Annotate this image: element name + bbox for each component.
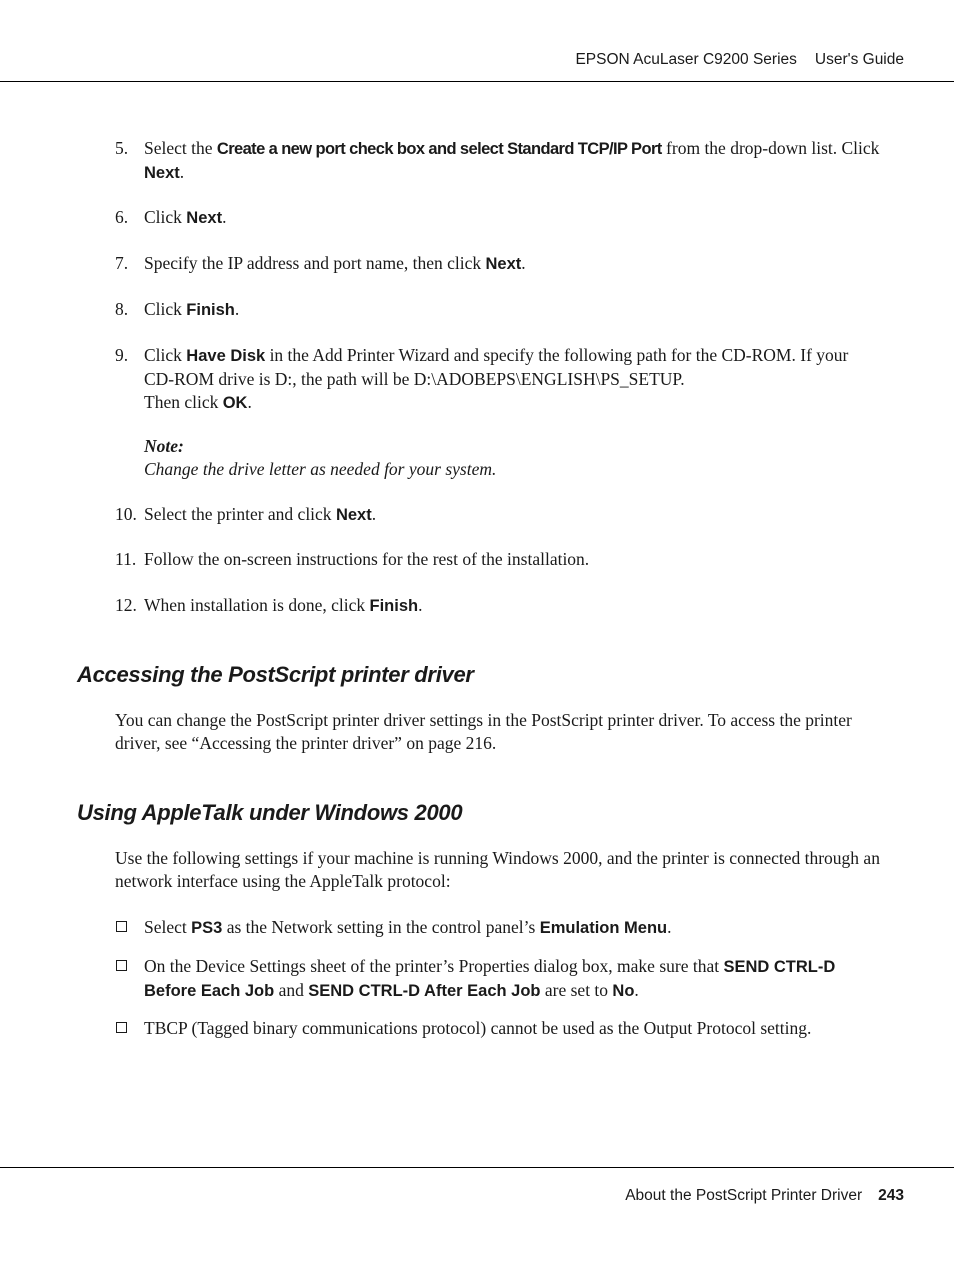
step-9	[115, 344, 881, 415]
bold-term: Next	[144, 164, 180, 182]
step-text: Specify the IP address and port name, then click Next.	[144, 253, 526, 273]
note-label: Note:	[144, 436, 184, 456]
section2-paragraph: Use the following settings if your machine is running Windows 2000, and the printer is connected through an network interface using the AppleTalk protocol:	[115, 848, 880, 891]
bold-term: Have Disk	[186, 347, 266, 365]
bold-term: Next	[335, 506, 372, 524]
step-number: 10.	[115, 504, 137, 524]
bold-term: OK	[222, 394, 248, 412]
section-heading-appletalk: Using AppleTalk under Windows 2000	[77, 800, 463, 825]
header-title	[575, 51, 904, 69]
step-number: 7.	[115, 253, 129, 273]
checkbox-bullet-icon	[116, 1022, 127, 1033]
step-text: When installation is done, click Finish.	[144, 595, 423, 615]
step-text: Click Have Disk in the Add Printer Wizard and specify the following path for the CD-ROM. If your CD-ROM drive is D:, the path will be D:\ADOBEPS\ENGLISH\PS_SETUP. Then click OK.	[144, 345, 849, 412]
step-text: Select the printer and click Next.	[144, 504, 377, 524]
step-number: 9.	[115, 345, 129, 365]
footer-section-title: About the PostScript Printer Driver	[625, 1187, 863, 1204]
bold-term: SEND CTRL-D Before Each Job	[144, 958, 836, 1000]
page-number: 243	[878, 1187, 904, 1204]
bold-term: Finish	[369, 597, 419, 615]
checkbox-bullet-icon	[116, 921, 127, 932]
bold-term: SEND CTRL-D After Each Job	[308, 982, 541, 1000]
note-block	[144, 435, 496, 481]
step-text: Click Next.	[144, 207, 227, 227]
step-number: 12.	[115, 595, 137, 615]
bold-term: No	[612, 982, 635, 1000]
step-5	[115, 137, 881, 185]
step-text: Select the Create a new port check box and select Standard TCP/IP Port from the drop-down list. Click Next.	[144, 138, 880, 182]
note-text: Change the drive letter as needed for your system.	[144, 459, 497, 479]
step-text: Click Finish.	[144, 299, 240, 319]
bold-term: Create a new port check box and select Standard TCP/IP Port	[216, 140, 662, 158]
step-text: Follow the on-screen instructions for the rest of the installation.	[144, 549, 590, 569]
step-number: 8.	[115, 299, 129, 319]
step-12	[115, 594, 881, 618]
step-6	[115, 206, 881, 230]
bold-term: Next	[186, 209, 223, 227]
section-heading-postscript-driver: Accessing the PostScript printer driver	[77, 662, 474, 687]
step-8	[115, 298, 881, 322]
bullet-item: Select PS3 as the Network setting in the control panel’s Emulation Menu.	[115, 916, 885, 940]
step-number: 11.	[115, 549, 137, 569]
product-name: EPSON AcuLaser C9200 Series	[575, 51, 797, 68]
bullet-item: TBCP (Tagged binary communications protocol) cannot be used as the Output Protocol setting.	[115, 1017, 885, 1040]
step-11	[115, 548, 881, 571]
bold-term: Emulation Menu	[539, 919, 668, 937]
bold-term: Next	[485, 255, 522, 273]
step-number: 5.	[115, 138, 129, 158]
step-number: 6.	[115, 207, 129, 227]
section1-paragraph: You can change the PostScript printer driver settings in the PostScript printer driver. To access the printer driver, see “Accessing the printer driver” on page 216.	[115, 710, 852, 753]
page-header	[0, 0, 954, 82]
step-7	[115, 252, 881, 276]
guide-name: User's Guide	[814, 51, 904, 68]
page-footer	[0, 1167, 954, 1204]
bullet-item: On the Device Settings sheet of the printer’s Properties dialog box, make sure that SEND CTRL-D Before Each Job and SEND CTRL-D After Each Job are set to No.	[115, 955, 885, 1003]
bold-term: PS3	[191, 919, 223, 937]
checkbox-bullet-icon	[116, 960, 127, 971]
step-10	[115, 503, 881, 527]
bold-term: Finish	[186, 301, 235, 319]
